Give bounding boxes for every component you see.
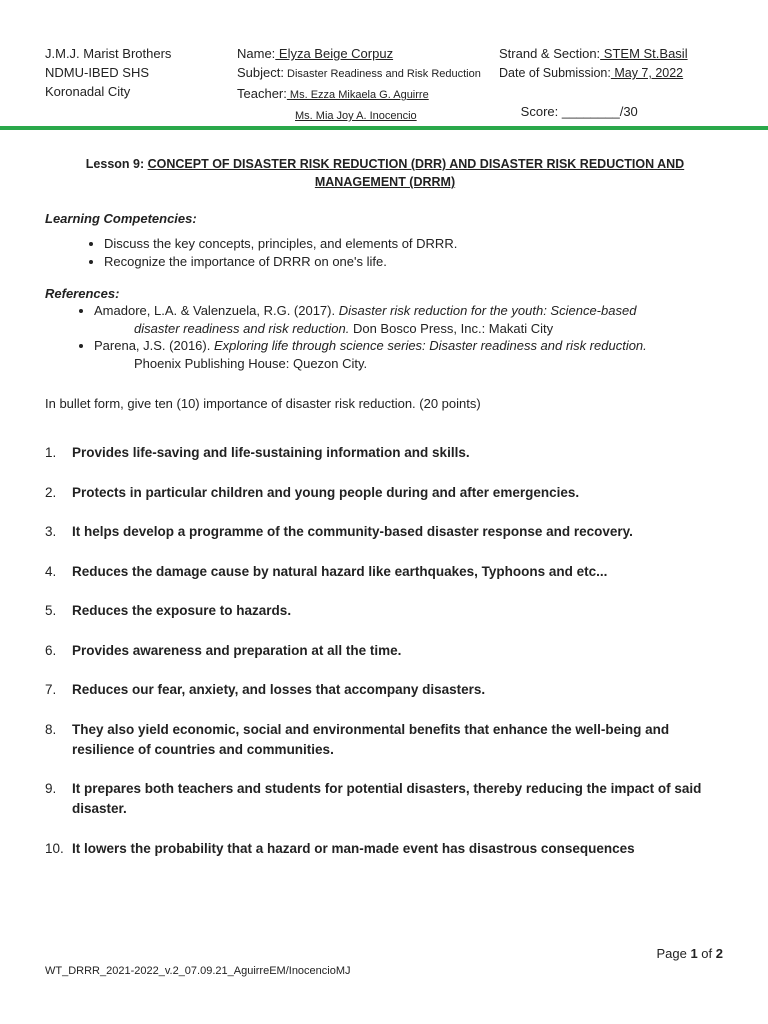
lesson-title xyxy=(45,155,725,191)
item-text: Reduces our fear, anxiety, and losses that accompany disasters. xyxy=(72,682,486,697)
lesson-prefix: Lesson 9: xyxy=(85,157,148,171)
lesson-title-text: CONCEPT OF DISASTER RISK REDUCTION (DRR) AND DISASTER RISK REDUCTION AND MANAGEMENT (DRRM) xyxy=(147,157,685,189)
list-item xyxy=(45,839,730,859)
page-of: of xyxy=(697,946,716,961)
score-blank: ________ xyxy=(561,104,620,119)
item-text: Provides life-saving and life-sustaining information and skills. xyxy=(72,445,470,460)
strand-label: Strand & Section: xyxy=(499,46,601,61)
references-list xyxy=(72,302,744,372)
answer-list xyxy=(45,443,730,878)
page-current: 1 xyxy=(690,946,698,961)
teacher-1: Ms. Ezza Mikaela G. Aguirre xyxy=(286,89,429,101)
item-number: 4. xyxy=(45,563,57,579)
reference-authors: Parena, J.S. (2016). xyxy=(94,338,214,353)
item-text: Protects in particular children and young people during and after emergencies. xyxy=(72,484,580,500)
strand-value: STEM St.Basil xyxy=(600,46,688,61)
teacher-row-2 xyxy=(237,105,481,126)
item-text: It helps develop a programme of the community-based disaster response and recovery. xyxy=(72,524,633,539)
school-info xyxy=(45,44,171,101)
student-info xyxy=(237,44,481,126)
page-total: 2 xyxy=(715,946,723,961)
reference-continuation xyxy=(94,320,744,338)
strand-row xyxy=(499,44,688,63)
list-item xyxy=(45,562,730,582)
list-item xyxy=(45,720,730,760)
references-title: References: xyxy=(45,286,120,301)
list-item: • Recognize the importance of DRRR on one's life. xyxy=(104,253,457,271)
item-text: It lowers the probability that a hazard or man-made event has disastrous consequences xyxy=(72,840,635,856)
score-total: /30 xyxy=(619,104,638,119)
date-value: May 7, 2022 xyxy=(610,66,684,80)
name-label: Name: xyxy=(237,46,276,61)
reference-item xyxy=(94,337,744,372)
item-number: 5. xyxy=(45,603,57,618)
date-row xyxy=(499,63,688,83)
list-item xyxy=(45,443,730,463)
item-text: It prepares both teachers and students for potential disasters, thereby reducing the impact of said disaster. xyxy=(72,781,702,816)
list-item xyxy=(45,779,730,819)
reference-continuation xyxy=(94,355,744,373)
reference-publisher: Phoenix Publishing House: Quezon City. xyxy=(134,355,368,371)
page-prefix: Page xyxy=(656,946,691,961)
score-label: Score: xyxy=(513,104,562,119)
name-row xyxy=(237,44,481,63)
item-number: 1. xyxy=(45,445,57,460)
item-text: Reduces the exposure to hazards. xyxy=(72,603,292,618)
item-text: They also yield economic, social and environmental benefits that enhance the well-being and resilience of countries and communities. xyxy=(72,721,670,757)
item-number: 3. xyxy=(45,524,57,539)
footer-code: WT_DRRR_2021-2022_v.2_07.09.21_AguirreEM/InocencioMJ xyxy=(45,965,351,977)
reference-item xyxy=(94,302,744,337)
list-item xyxy=(45,483,730,503)
reference-title-cont: disaster readiness and risk reduction. xyxy=(134,320,350,336)
teacher-row xyxy=(237,84,481,105)
item-number: 6. xyxy=(45,642,57,658)
teacher-label: Teacher: xyxy=(237,86,287,101)
name-value: Elyza Beige Corpuz xyxy=(275,46,394,61)
subject-row xyxy=(237,63,481,84)
reference-title: Exploring life through science series: Disaster readiness and risk reduction. xyxy=(213,338,647,353)
header-divider xyxy=(0,126,768,130)
competencies-list xyxy=(82,235,457,271)
item-number: 2. xyxy=(45,484,57,500)
item-number: 8. xyxy=(45,721,57,737)
list-item xyxy=(45,522,730,542)
teacher-2: Ms. Mia Joy A. Inocencio xyxy=(295,110,417,122)
item-text: Reduces the damage cause by natural hazard like earthquakes, Typhoons and etc... xyxy=(72,563,608,579)
subject-value: Disaster Readiness and Risk Reduction xyxy=(283,68,481,80)
reference-publisher: Don Bosco Press, Inc.: Makati City xyxy=(349,320,554,336)
subject-label: Subject: xyxy=(237,65,284,80)
school-name: J.M.J. Marist Brothers xyxy=(45,46,172,61)
list-item xyxy=(45,601,730,621)
instruction-text: In bullet form, give ten (10) importance of disaster risk reduction. (20 points) xyxy=(45,396,481,411)
competencies-title: Learning Competencies: xyxy=(45,211,197,226)
item-number: 10. xyxy=(45,840,64,856)
item-number: 7. xyxy=(45,682,57,697)
item-text: Provides awareness and preparation at all the time. xyxy=(72,642,402,658)
reference-title: Disaster risk reduction for the youth: Science-based xyxy=(338,303,637,318)
list-item xyxy=(45,680,730,700)
item-number: 9. xyxy=(45,781,57,796)
school-department: NDMU-IBED SHS xyxy=(45,65,150,80)
score-row xyxy=(499,83,688,140)
list-item: • Discuss the key concepts, principles, and elements of DRRR. xyxy=(104,235,457,253)
date-label: Date of Submission: xyxy=(499,66,611,80)
reference-authors: Amadore, L.A. & Valenzuela, R.G. (2017). xyxy=(94,303,339,318)
page-number xyxy=(656,946,723,961)
school-city: Koronadal City xyxy=(45,84,131,99)
list-item xyxy=(45,641,730,661)
